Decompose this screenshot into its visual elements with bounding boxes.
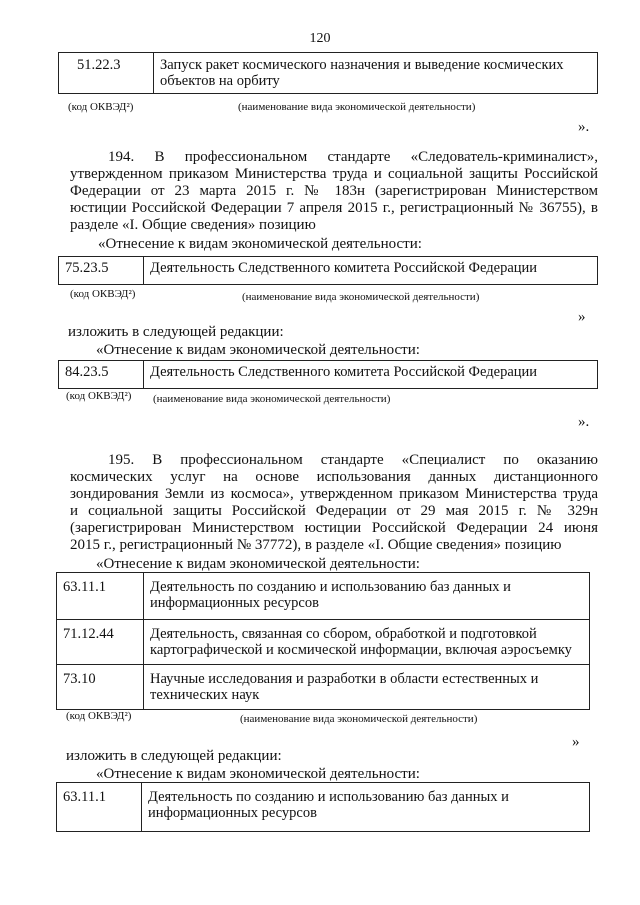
okved-code: 75.23.5 — [59, 257, 144, 285]
word: профессиональном — [180, 452, 303, 468]
activity-name: Запуск ракет космического назначения и выведение космических объектов на орбиту — [154, 53, 598, 94]
word: стандарте — [320, 452, 384, 468]
paragraph-line: и социальной защиты Российской Федерации от 29 мая 2015 г. № 329н — [70, 503, 598, 519]
edit-instruction: изложить в следующей редакции: — [66, 748, 282, 764]
word: оказанию — [536, 452, 598, 468]
paragraph-number: 195. — [108, 452, 135, 468]
attribution-intro: «Отнесение к видам экономической деятельности: — [96, 342, 420, 358]
code-caption: (код ОКВЭД²) — [66, 390, 132, 402]
name-caption: (наименование вида экономической деятельности) — [242, 291, 480, 303]
paragraph-number: 194. — [108, 149, 135, 165]
paragraph-line: утвержденном приказом Министерства труда и социальной защиты Российской — [70, 166, 598, 182]
attribution-intro: «Отнесение к видам экономической деятельности: — [98, 236, 422, 252]
okved-code: 51.22.3 — [59, 53, 154, 94]
activity-name: Деятельность, связанная со сбором, обработкой и подготовкой картографической и космической информации, включая аэросъемку — [144, 620, 590, 665]
word: «Специалист — [401, 452, 486, 468]
word: «Следователь-криминалист», — [410, 149, 598, 165]
table-row — [57, 620, 590, 665]
paragraph-line: 2015 г., регистрационный № 37772), в разделе «I. Общие сведения» позицию — [70, 537, 562, 553]
word: В — [152, 452, 163, 468]
paragraph-line — [70, 452, 598, 469]
okved-table-2 — [58, 256, 598, 285]
word: В — [154, 149, 165, 165]
paragraph-194 — [70, 149, 598, 234]
table-row — [57, 665, 590, 710]
paragraph-line — [70, 149, 598, 166]
word: стандарте — [327, 149, 391, 165]
word: профессиональном — [184, 149, 308, 165]
okved-code: 63.11.1 — [57, 783, 142, 832]
closing-quote: » — [578, 309, 586, 325]
closing-quote: ». — [578, 119, 590, 135]
paragraph-line: зондирования Земли из космоса», утвержденном приказом Министерства труда — [70, 486, 598, 502]
okved-code: 73.10 — [57, 665, 144, 710]
attribution-intro: «Отнесение к видам экономической деятельности: — [96, 766, 420, 782]
paragraph-line: (зарегистрирован Министерством юстиции Российской Федерации 24 июня — [70, 520, 598, 536]
okved-code: 63.11.1 — [57, 573, 144, 620]
activity-name: Деятельность по созданию и использованию баз данных и информационных ресурсов — [142, 783, 590, 832]
page-number: 120 — [309, 31, 331, 46]
okved-table-5 — [56, 782, 590, 832]
activity-name: Деятельность Следственного комитета Российской Федерации — [144, 361, 598, 389]
word: по — [503, 452, 519, 468]
name-caption: (наименование вида экономической деятельности) — [153, 393, 391, 405]
code-caption: (код ОКВЭД²) — [66, 710, 132, 722]
okved-table-3 — [58, 360, 598, 389]
activity-name: Деятельность по созданию и использованию баз данных и информационных ресурсов — [144, 573, 590, 620]
okved-table-4 — [56, 572, 590, 710]
paragraph-line: Федерации от 23 марта 2015 г. № 183н (зарегистрирован Министерством — [70, 183, 598, 199]
table-row — [57, 573, 590, 620]
attribution-intro: «Отнесение к видам экономической деятельности: — [96, 556, 420, 572]
paragraph-line: космических услуг на основе использования данных дистанционного — [70, 469, 598, 485]
closing-quote: » — [572, 734, 580, 750]
activity-name: Научные исследования и разработки в области естественных и технических наук — [144, 665, 590, 710]
activity-name: Деятельность Следственного комитета Российской Федерации — [144, 257, 598, 285]
code-caption: (код ОКВЭД²) — [68, 101, 134, 113]
paragraph-line: разделе «I. Общие сведения» позицию — [70, 217, 316, 233]
okved-code: 84.23.5 — [59, 361, 144, 389]
closing-quote: ». — [578, 414, 590, 430]
edit-instruction: изложить в следующей редакции: — [68, 324, 284, 340]
name-caption: (наименование вида экономической деятельности) — [240, 713, 478, 725]
paragraph-195 — [70, 452, 598, 554]
okved-code: 71.12.44 — [57, 620, 144, 665]
paragraph-line: юстиции Российской Федерации 7 апреля 2015 г., регистрационный № 36755), в — [70, 200, 598, 216]
okved-table-1 — [58, 52, 598, 94]
name-caption: (наименование вида экономической деятельности) — [238, 101, 476, 113]
code-caption: (код ОКВЭД²) — [70, 288, 136, 300]
